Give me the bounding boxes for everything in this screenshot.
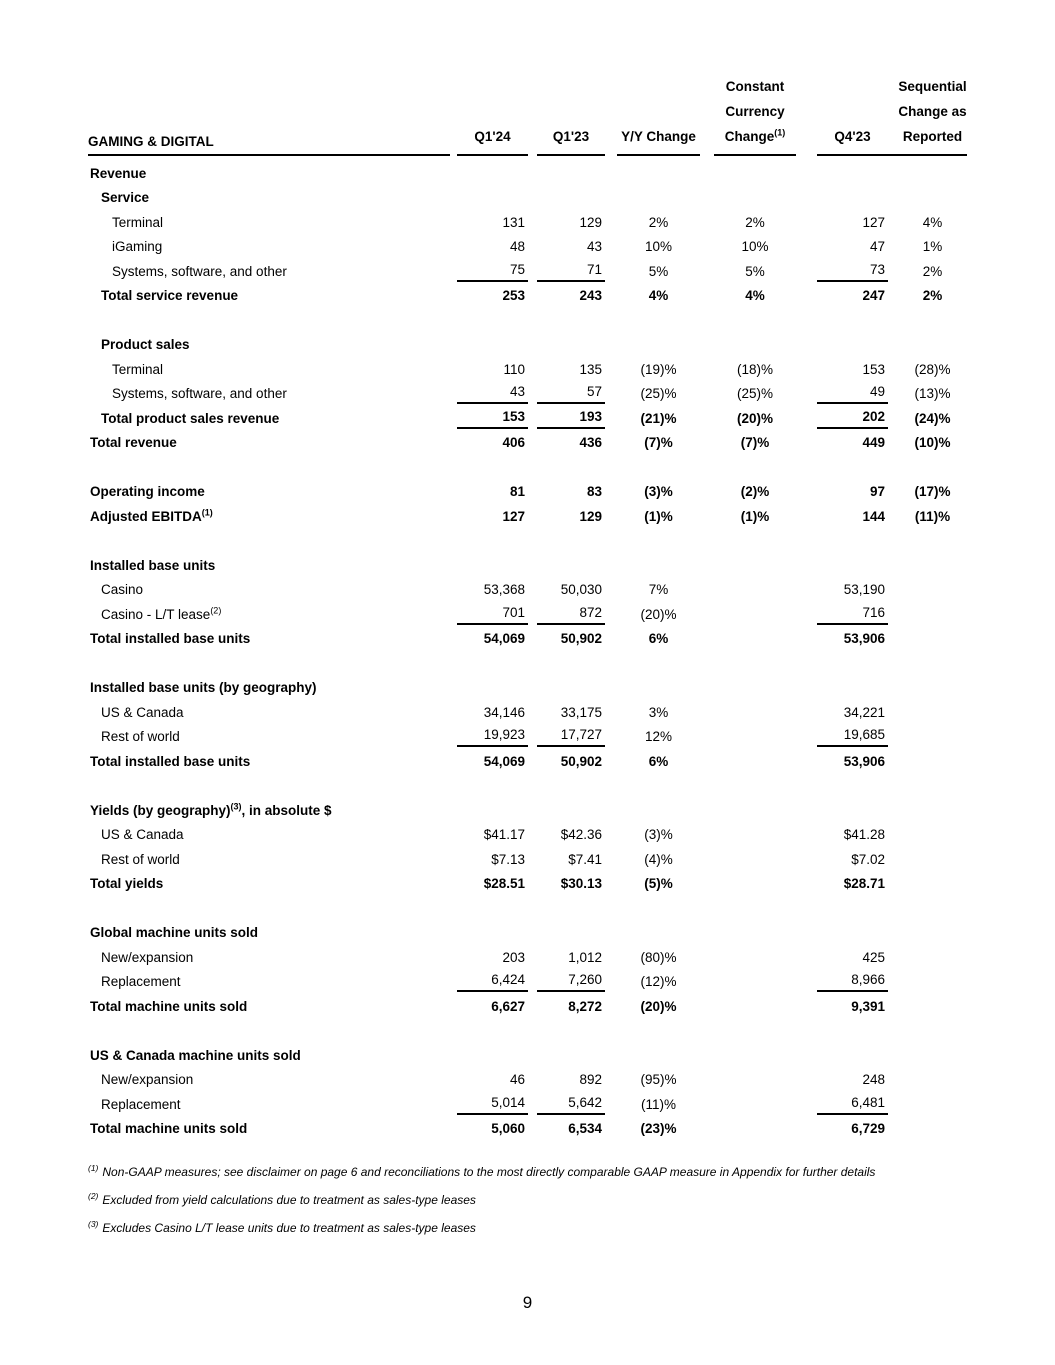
cell: 2% [922,288,943,303]
cell [714,720,796,723]
table-row [88,796,973,821]
table-row [88,1066,973,1091]
cell [714,818,796,821]
row-label: Installed base units (by geography) [90,680,317,695]
footnote-3-marker: (3) [88,1219,99,1229]
cell [898,1087,967,1090]
cell: 50,030 [560,582,602,597]
cell: (13)% [914,386,951,401]
cell [714,622,796,625]
cell [898,1063,967,1066]
cell: 153 [457,409,528,429]
cell [714,1136,796,1139]
table-row [88,698,973,723]
cell [898,818,967,821]
cell: 9,391 [851,998,885,1014]
column-header-group-q4-seq [817,74,967,156]
cell [898,769,967,772]
table-body [88,159,973,1139]
cell [817,205,888,208]
cell: 872 [537,605,605,625]
cell: 4% [648,288,669,303]
cell: 2% [648,214,669,230]
cell: (21)% [640,410,677,426]
cell: 135 [579,361,602,377]
cell: 1,012 [568,949,602,965]
cell: 53,906 [843,753,885,769]
cell [898,744,967,747]
page-number: 9 [522,1293,533,1312]
cell: 5,060 [491,1121,525,1136]
cell: 4% [922,214,943,230]
cell: 449 [862,435,885,450]
cell: 7,260 [537,972,605,992]
cell: 10% [644,239,673,254]
cell: 53,368 [483,582,525,597]
cell: (20)% [640,606,677,622]
cell: (5)% [644,876,673,891]
table-row [88,404,973,429]
table-row [88,870,973,895]
cell: (28)% [914,361,951,377]
cell: (11)% [640,1096,676,1112]
cell [537,573,605,576]
cell: 5,014 [457,1095,528,1115]
table-row [88,1090,973,1115]
cell: 12% [644,729,673,744]
cell [714,989,796,992]
column-header-q1-24: Q1'24 [457,124,528,156]
row-label: New/expansion [101,949,194,965]
row-label: Adjusted EBITDA$^{(1)}$ [90,507,213,524]
cell: 34,221 [843,704,885,720]
cell: $7.41 [568,851,602,867]
cell [714,597,796,600]
column-header-q1-23: Q1'23 [537,124,605,156]
cell: (20)% [736,410,773,426]
cell [898,181,967,184]
cell: 49 [817,384,888,404]
cell [537,352,605,355]
cell [898,940,967,943]
row-label: iGaming [112,239,163,254]
cell [617,352,700,355]
row-label: Terminal [112,361,164,377]
cell [898,965,967,968]
cell: 6,729 [851,1121,885,1136]
cell: 83 [586,484,602,499]
cell: 71 [537,262,605,282]
cell [898,695,967,698]
cell [817,573,888,576]
cell [714,940,796,943]
cell: (3)% [644,484,673,499]
cell [617,940,700,943]
row-label: Installed base units [90,557,216,573]
table-title: GAMING & DIGITAL [88,134,450,156]
cell: 436 [579,435,602,450]
cell: 8,966 [817,972,888,992]
cell: 193 [537,409,605,429]
cell [898,1014,967,1017]
cell: 3% [648,704,669,720]
cell: 50,902 [560,631,602,646]
cell [714,646,796,649]
cell: 8,272 [568,998,602,1014]
column-header-q4-23: Q4'23 [834,129,871,144]
cell: (2)% [740,484,770,499]
cell: 75 [457,262,528,282]
cell [457,181,528,184]
footnote-1-text: Non-GAAP measures; see disclaimer on page 6 and reconciliations to the most directly comparable GAAP measure in Appendix for further details [102,1165,876,1179]
cell [617,205,700,208]
cell [817,940,888,943]
cell: 17,727 [537,727,605,747]
footnote-ref: (1) [201,507,213,517]
cell: $41.17 [483,827,525,842]
cell [898,989,967,992]
row-label: Systems, software, and other [112,386,287,401]
row-label: US & Canada [101,827,184,842]
cell: 6% [648,753,669,769]
table-row [88,992,973,1017]
table-row [88,429,973,454]
cell [714,867,796,870]
footnote-2-marker: (2) [88,1191,99,1201]
cell: 203 [502,949,525,965]
row-spacer [88,894,973,919]
cell [898,573,967,576]
cell: 202 [817,409,888,429]
cell: 53,906 [843,631,885,646]
cell: 131 [502,214,525,230]
cell [898,1112,967,1115]
cell [537,181,605,184]
cell [457,940,528,943]
cell [714,965,796,968]
cell: 19,685 [817,727,888,747]
cell [817,181,888,184]
cell: 6,534 [568,1121,602,1136]
table-row [88,380,973,405]
cell: 19,923 [457,727,528,747]
table-row [88,208,973,233]
cell: 53,190 [843,582,885,597]
table-row [88,478,973,503]
cell: (19)% [640,361,677,377]
footnote-ref: (3) [230,801,242,811]
footnote-2-text: Excluded from yield calculations due to treatment as sales-type leases [102,1193,476,1207]
cell: 47 [869,239,885,254]
cell: 43 [586,239,602,254]
cell: $42.36 [560,827,602,842]
cell [817,352,888,355]
cell [617,818,700,821]
footnote-ref: (2) [210,605,222,615]
cell: (23)% [640,1121,677,1136]
cell [537,1063,605,1066]
cell: 50,902 [560,753,602,769]
footnote-1-marker: (1) [88,1163,99,1173]
cell [898,720,967,723]
cell: (7)% [740,435,770,450]
row-label: Total revenue [90,435,177,450]
cell: 716 [817,605,888,625]
row-label: Global machine units sold [90,925,259,940]
row-spacer [88,306,973,331]
table-row [88,184,973,209]
cell [537,818,605,821]
table-row [88,257,973,282]
cell: 48 [509,239,525,254]
cell [617,573,700,576]
footnote-3 [88,1219,968,1238]
table-row [88,674,973,699]
cell: 6,424 [457,972,528,992]
row-label: Replacement [101,1096,181,1112]
cell: $30.13 [560,876,602,891]
row-label: New/expansion [101,1072,194,1087]
row-label: US & Canada [101,704,184,720]
cell: (17)% [914,484,951,499]
cell: 7% [648,582,669,597]
cell: 701 [457,605,528,625]
row-spacer [88,453,973,478]
cell: (20)% [640,998,677,1014]
cell: 253 [502,288,525,303]
table-row [88,845,973,870]
cell: (11)% [914,508,951,524]
cell [457,352,528,355]
cell [898,622,967,625]
cell: 127 [502,508,525,524]
cell [817,695,888,698]
cell [457,695,528,698]
cell: 153 [862,361,885,377]
cell [714,352,796,355]
cell [714,842,796,845]
cell [537,940,605,943]
row-label: Operating income [90,484,205,499]
row-label: Total installed base units [90,753,251,769]
row-spacer [88,1017,973,1042]
row-label: Total installed base units [90,631,251,646]
table-row [88,233,973,258]
cell: 81 [509,484,525,499]
cell: 46 [509,1072,525,1087]
cell: 54,069 [483,753,525,769]
cell: 73 [817,262,888,282]
cell: (1)% [644,508,673,524]
cell [537,695,605,698]
cell: $28.51 [483,876,525,891]
row-label: Total product sales revenue [101,410,280,426]
cell: 248 [862,1072,885,1087]
row-label: Rest of world [101,851,180,867]
cell: (24)% [914,410,951,426]
cell: $7.02 [851,851,885,867]
cell: (25)% [640,386,677,401]
row-spacer [88,649,973,674]
cell: 243 [579,288,602,303]
cell: (80)% [640,949,677,965]
cell: (3)% [644,827,673,842]
cell [714,205,796,208]
table-row [88,551,973,576]
row-label: Total yields [90,876,164,891]
table-row [88,625,973,650]
cell [457,818,528,821]
cell: 33,175 [560,704,602,720]
row-label: Total machine units sold [90,1121,248,1136]
cell: 5% [648,263,669,279]
cell [898,646,967,649]
cell [457,205,528,208]
cell: 54,069 [483,631,525,646]
row-label: Casino - L/T lease$^{(2)}$ [101,605,222,622]
row-label: US & Canada machine units sold [90,1047,301,1063]
cell [457,573,528,576]
row-spacer [88,527,973,552]
table-row [88,1041,973,1066]
cell [898,352,967,355]
cell [714,891,796,894]
cell: 127 [862,214,885,230]
table-row [88,919,973,944]
cell: 5,642 [537,1095,605,1115]
cell [817,1063,888,1066]
row-label: Casino [101,582,144,597]
cell: 43 [457,384,528,404]
table-row [88,331,973,356]
table-row [88,747,973,772]
cell [898,205,967,208]
cell: 247 [862,288,885,303]
cell: 6,627 [491,998,525,1014]
cell [898,891,967,894]
cell: 129 [579,508,602,524]
cell: (12)% [640,974,677,989]
cell: (18)% [736,361,773,377]
cell [714,695,796,698]
table-row [88,502,973,527]
cell: (10)% [914,435,951,450]
cell: 110 [503,361,525,377]
cell [714,1087,796,1090]
row-label: Revenue [90,165,147,181]
cell [714,181,796,184]
cell [714,573,796,576]
cell: 5% [745,263,765,279]
row-label: Rest of world [101,729,180,744]
row-label: Service [101,190,150,205]
cell: 406 [502,435,525,450]
cell: 4% [745,288,765,303]
table-row [88,968,973,993]
cell [898,867,967,870]
cell [898,1136,967,1139]
column-header-sequential-change: Sequential Change as Reported [898,79,967,144]
cell: (95)% [640,1072,677,1087]
cell [617,695,700,698]
table-row [88,943,973,968]
cell [714,1014,796,1017]
cell: 2% [922,263,943,279]
row-spacer [88,772,973,797]
cell: 6,481 [817,1095,888,1115]
cell: 34,146 [483,704,525,720]
cell: (1)% [740,508,770,524]
cell: 892 [579,1072,602,1087]
cell [898,597,967,600]
table-row [88,600,973,625]
footnote-ref-1: (1) [774,127,786,138]
table-row [88,1115,973,1140]
gaming-digital-table [88,74,973,1139]
cell: 57 [537,384,605,404]
cell [537,205,605,208]
table-row [88,159,973,184]
row-label: Yields (by geography)$^{(3)}$, in absolute $ [90,801,332,818]
row-label: Systems, software, and other [112,263,287,279]
cell: 129 [579,214,602,230]
cell: 425 [862,949,885,965]
cell [714,744,796,747]
table-row [88,355,973,380]
row-label: Product sales [101,337,190,352]
cell [617,181,700,184]
footnote-2 [88,1191,968,1210]
cell: 2% [745,214,765,230]
column-header-yy-change: Y/Y Change [617,124,700,156]
cell: 6% [648,631,669,646]
cell: $28.71 [843,876,885,891]
cell: (7)% [644,435,673,450]
table-row [88,723,973,748]
cell: 1% [922,239,943,254]
row-label: Terminal [112,214,164,230]
table-row [88,576,973,601]
cell [617,1063,700,1066]
cell: 10% [741,239,769,254]
cell: (25)% [736,386,773,401]
table-header-row [88,74,973,156]
column-header-change-line: Change$^{(1)}$ [724,127,786,144]
row-label: Total service revenue [101,288,239,303]
cell [817,818,888,821]
footnote-1 [88,1163,968,1182]
cell: 144 [862,508,885,524]
cell: $7.13 [491,851,525,867]
table-row [88,282,973,307]
footnotes [88,1163,968,1247]
table-row [88,821,973,846]
cell [714,1112,796,1115]
cell: 97 [869,484,885,499]
cell [898,842,967,845]
row-label: Total machine units sold [90,998,248,1014]
cell [714,769,796,772]
row-label: Replacement [101,974,181,989]
cell: (4)% [644,851,673,867]
column-header-constant-currency-change: Constant Currency Change$^{(1)}$ [714,74,796,156]
cell: $41.28 [843,827,885,842]
cell [457,1063,528,1066]
cell [714,1063,796,1066]
footnote-3-text: Excludes Casino L/T lease units due to treatment as sales-type leases [102,1221,476,1235]
